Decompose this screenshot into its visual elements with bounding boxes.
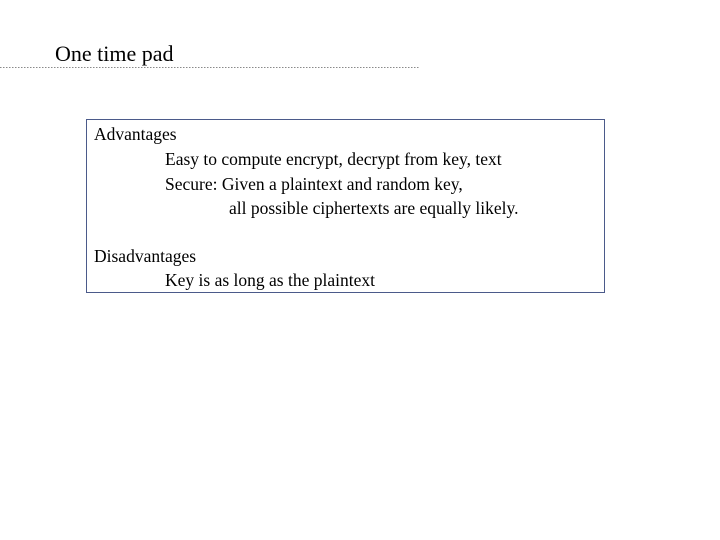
content-box (86, 119, 605, 293)
title-underline (0, 66, 420, 69)
disadvantage-item: Key is as long as the plaintext (165, 270, 375, 290)
disadvantages-heading: Disadvantages (94, 246, 197, 266)
advantages-heading: Advantages (94, 124, 177, 144)
advantage-item: Easy to compute encrypt, decrypt from key, text (165, 149, 502, 169)
advantage-item: Secure: Given a plaintext and random key, (165, 174, 463, 194)
slide-title: One time pad (55, 41, 174, 66)
advantage-item-continuation: all possible ciphertexts are equally likely. (229, 198, 519, 218)
